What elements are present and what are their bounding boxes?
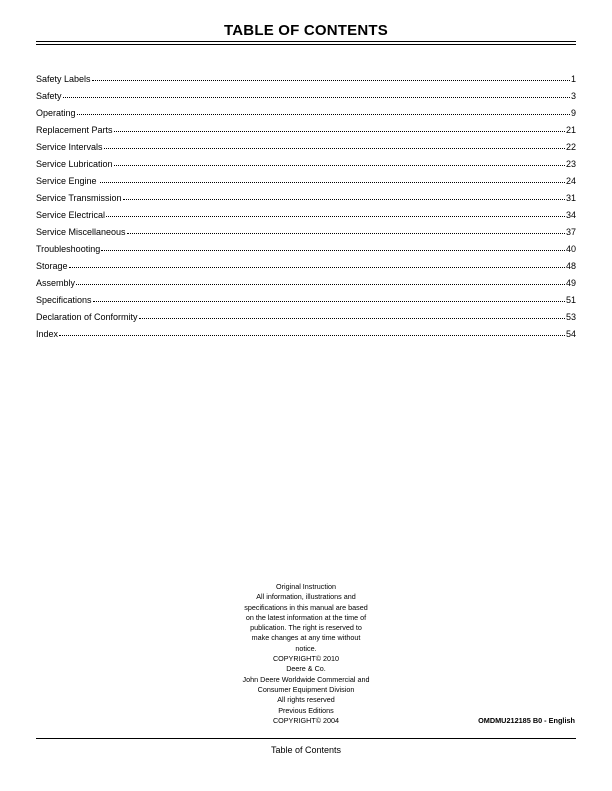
toc-entry-page: 31 xyxy=(565,193,576,203)
toc-entry[interactable] xyxy=(36,139,576,156)
imprint-line: John Deere Worldwide Commercial and xyxy=(242,674,370,684)
toc-entry-page: 37 xyxy=(565,227,576,237)
toc-entry[interactable] xyxy=(36,275,576,292)
toc-entry[interactable] xyxy=(36,122,576,139)
toc-entry-page: 49 xyxy=(565,278,576,288)
imprint-line: Consumer Equipment Division xyxy=(257,684,355,694)
toc-entry-label: Service Transmission xyxy=(36,193,122,203)
toc-entry-label: Specifications xyxy=(36,295,92,305)
toc-leader-dots xyxy=(76,284,565,285)
imprint-line: COPYRIGHT© 2010 xyxy=(272,654,339,664)
imprint-line: Previous Editions xyxy=(278,705,334,715)
toc-leader-dots xyxy=(77,114,570,115)
toc-leader-dots xyxy=(114,131,565,132)
title-rule-thin xyxy=(36,44,576,45)
toc-entry-page: 9 xyxy=(570,108,576,118)
toc-entry-page: 48 xyxy=(565,261,576,271)
imprint-line: make changes at any time without xyxy=(251,633,361,643)
toc-entry-page: 22 xyxy=(565,142,576,152)
page-title: TABLE OF CONTENTS xyxy=(224,22,388,39)
toc-entry-label: Troubleshooting xyxy=(36,244,101,254)
imprint-line: publication. The right is reserved to xyxy=(250,623,362,633)
imprint-line: Deere & Co. xyxy=(286,664,326,674)
toc-entry[interactable] xyxy=(36,241,576,258)
footer-page-label: Table of Contents xyxy=(270,745,342,755)
imprint-line: All information, illustrations and xyxy=(256,592,356,602)
toc-leader-dots xyxy=(69,267,565,268)
imprint-line: on the latest information at the time of xyxy=(245,612,367,622)
toc-leader-dots xyxy=(101,250,565,251)
toc-entry[interactable] xyxy=(36,88,576,105)
toc-leader-dots xyxy=(63,97,570,98)
toc-entry[interactable] xyxy=(36,190,576,207)
toc-leader-dots xyxy=(139,318,565,319)
imprint-line: COPYRIGHT© 2004 xyxy=(272,715,339,725)
title-rule-thick xyxy=(36,41,576,42)
toc-entry[interactable] xyxy=(36,207,576,224)
toc-entry[interactable] xyxy=(36,309,576,326)
toc-entry-page: 21 xyxy=(565,125,576,135)
toc-entry-page: 1 xyxy=(570,74,576,84)
toc-entry-page: 40 xyxy=(565,244,576,254)
toc-entry[interactable] xyxy=(36,156,576,173)
footer-rule xyxy=(36,738,576,739)
toc-leader-dots xyxy=(106,216,565,217)
toc-entry-label: Storage xyxy=(36,261,68,271)
toc-entry[interactable] xyxy=(36,173,576,190)
toc-entry-label: Operating xyxy=(36,108,76,118)
toc-leader-dots xyxy=(59,335,565,336)
toc-leader-dots xyxy=(123,199,565,200)
imprint-line: specifications in this manual are based xyxy=(244,602,368,612)
toc-entry[interactable] xyxy=(36,71,576,88)
toc-entry[interactable] xyxy=(36,326,576,343)
toc-leader-dots xyxy=(104,148,565,149)
toc-entry[interactable] xyxy=(36,105,576,122)
imprint-line: Original Instruction xyxy=(276,582,336,591)
toc-entry[interactable] xyxy=(36,258,576,275)
toc-entry-label: Assembly xyxy=(36,278,76,288)
toc-entry-page: 53 xyxy=(565,312,576,322)
toc-entry-label: Declaration of Conformity xyxy=(36,312,138,322)
toc-entry-page: 34 xyxy=(565,210,576,220)
toc-leader-dots xyxy=(114,165,565,166)
toc-leader-dots xyxy=(127,233,565,234)
toc-entry[interactable] xyxy=(36,292,576,309)
imprint-line: notice. xyxy=(295,643,317,653)
toc-entry-label: Safety xyxy=(36,91,62,101)
toc-entry-label: Replacement Parts xyxy=(36,125,113,135)
toc-entry-label: Safety Labels xyxy=(36,74,91,84)
toc-entry[interactable] xyxy=(36,224,576,241)
toc-entry-page: 3 xyxy=(570,91,576,101)
toc-leader-dots xyxy=(100,182,565,183)
table-of-contents xyxy=(36,71,576,343)
toc-entry-page: 54 xyxy=(565,329,576,339)
toc-entry-page: 24 xyxy=(565,176,576,186)
toc-entry-page: 23 xyxy=(565,159,576,169)
toc-entry-label: Service Intervals xyxy=(36,142,103,152)
toc-entry-label: Service Electrical xyxy=(36,210,106,220)
toc-entry-label: Service Miscellaneous xyxy=(36,227,126,237)
toc-entry-label: Service Lubrication xyxy=(36,159,113,169)
document-number: OMDMU212185 B0 - English xyxy=(478,716,575,725)
toc-entry-label: Service Engine xyxy=(36,176,100,186)
toc-entry-label: Index xyxy=(36,329,59,339)
imprint-notice xyxy=(226,582,386,726)
toc-leader-dots xyxy=(93,301,565,302)
toc-entry-page: 51 xyxy=(565,295,576,305)
toc-leader-dots xyxy=(92,80,570,81)
imprint-line: All rights reserved xyxy=(277,695,335,705)
